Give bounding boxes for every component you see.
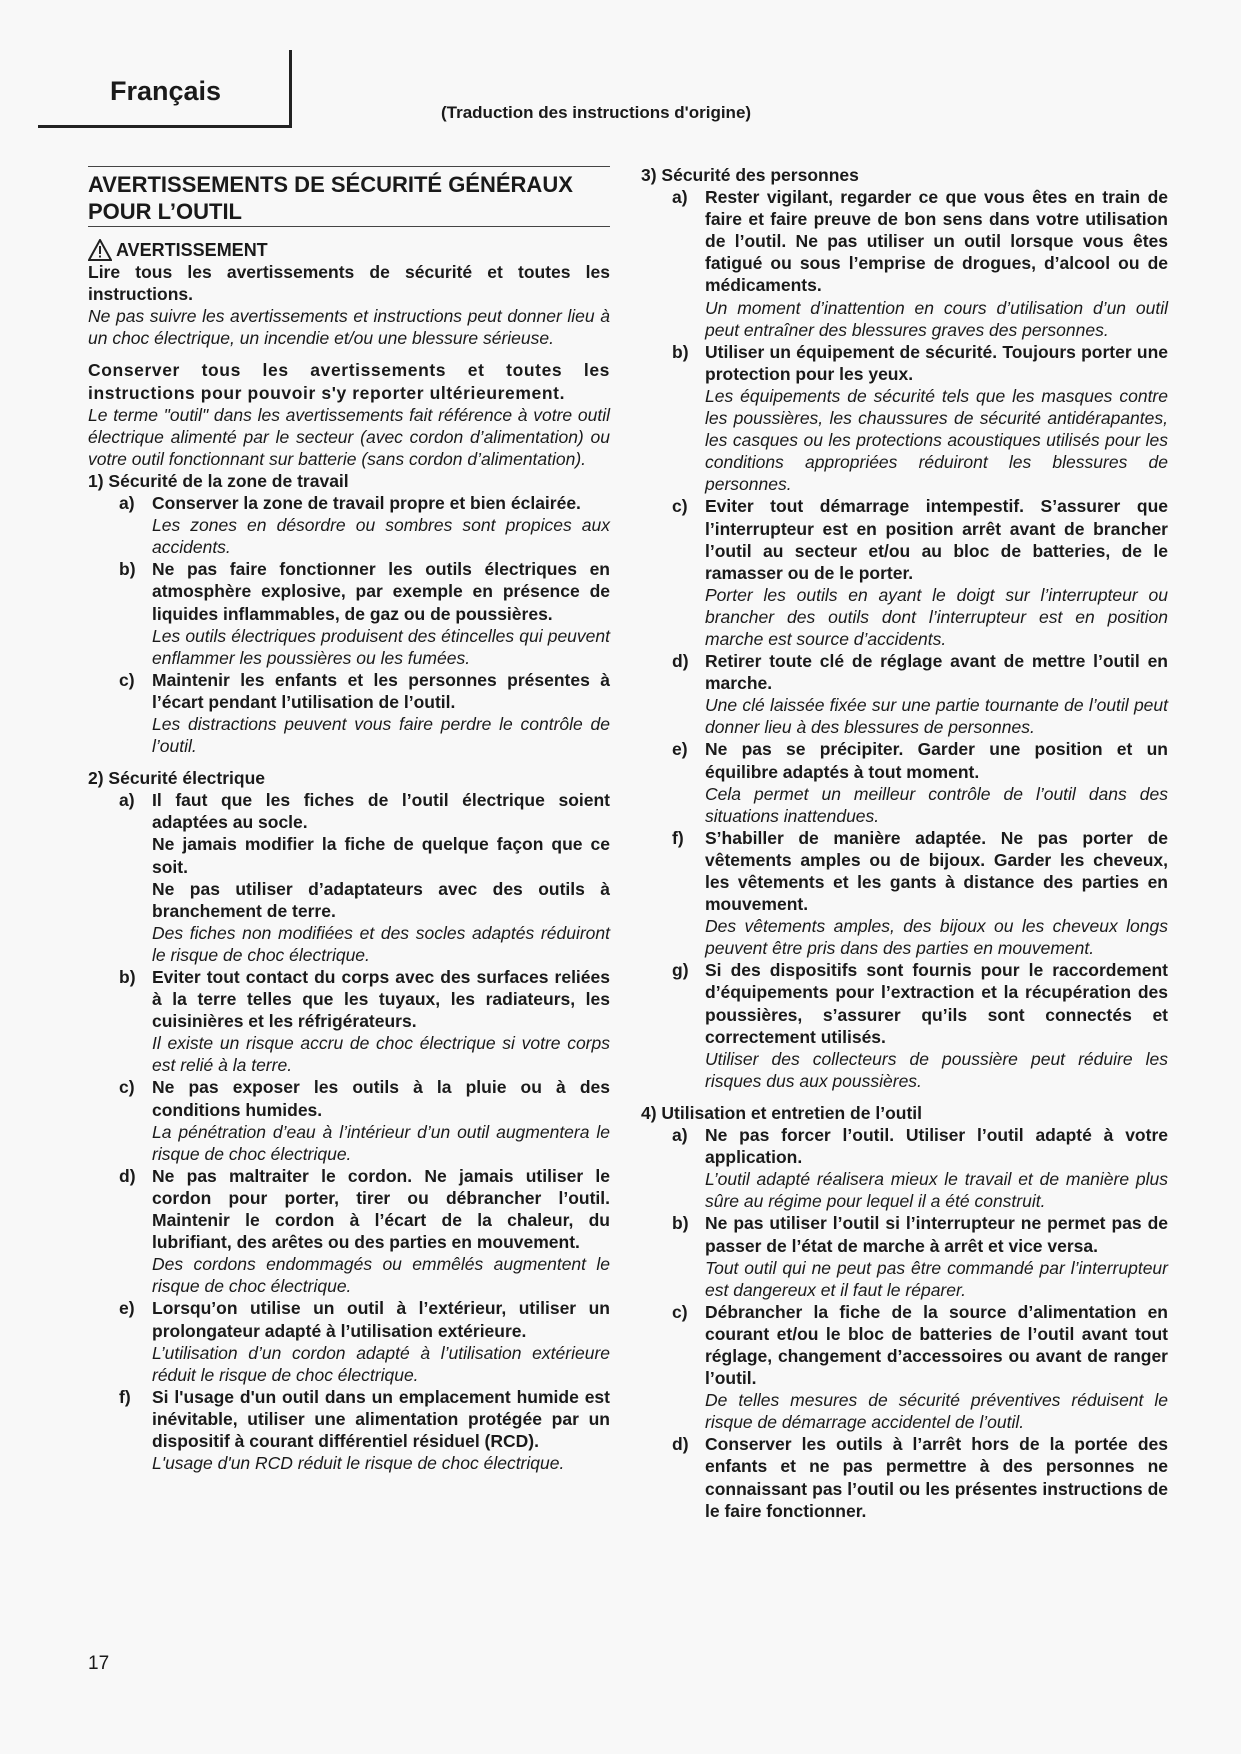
warning-heading	[88, 239, 610, 261]
list-item-note: Des vêtements amples, des bijoux ou les cheveux longs peuvent être pris dans des parties en mouvement.	[705, 916, 1168, 959]
list-item: c) Eviter tout démarrage intempestif. S’assurer que l’interrupteur est en position arrêt avant de brancher l’outil au secteur et/ou au bloc de batteries, de le ramasser ou de le porter.	[672, 496, 1168, 583]
list-item: g) Si des dispositifs sont fournis pour le raccordement d’équipements pour l’extraction et la récupération des poussières, s’assurer qu’ils sont connectés et correctement utilisés.	[672, 960, 1168, 1047]
list-item-note: Il existe un risque accru de choc électrique si votre corps est relié à la terre.	[152, 1033, 610, 1076]
list-item-note: Une clé laissée fixée sur une partie tournante de l’outil peut donner lieu à des blessures de personnes.	[705, 695, 1168, 738]
list-item: a) Conserver la zone de travail propre et bien éclairée.	[119, 493, 581, 514]
left-column	[88, 166, 610, 1474]
section-title-line1: AVERTISSEMENTS DE SÉCURITÉ GÉNÉRAUX	[88, 172, 573, 197]
list-item-note: De telles mesures de sécurité préventives réduisent le risque de démarrage accidentel de l’outil.	[705, 1390, 1168, 1433]
page-number: 17	[88, 1653, 110, 1674]
list-item-note: L’utilisation d’un cordon adapté à l’utilisation extérieure réduit le risque de choc électrique.	[152, 1342, 610, 1385]
list-item: e) Ne pas se précipiter. Garder une position et un équilibre adaptés à tout moment.	[672, 739, 1168, 782]
list-item: a) Il faut que les fiches de l’outil électrique soient adaptées au socle.	[119, 790, 610, 833]
list-item-note: Un moment d’inattention en cours d’utilisation d’un outil peut entraîner des blessures graves des personnes.	[705, 297, 1168, 340]
list-item: b) Ne pas utiliser l’outil si l’interrupteur ne permet pas de passer de l’état de marche à arrêt et vice versa.	[672, 1213, 1168, 1256]
list-item: b) Utiliser un équipement de sécurité. Toujours porter une protection pour les yeux.	[672, 341, 1168, 384]
list-item-note: Porter les outils en ayant le doigt sur l’interrupteur ou brancher des outils dont l’interrupteur est en position marche est source d’accidents.	[705, 584, 1168, 649]
list-item-extra: Ne pas utiliser d’adaptateurs avec des outils à branchement de terre.	[152, 878, 610, 921]
section-2-heading: 2) Sécurité électrique	[88, 768, 266, 789]
list-item: b) Eviter tout contact du corps avec des surfaces reliées à la terre telles que les tuyaux, les radiateurs, les cuisinières et les réfrigérateurs.	[119, 967, 610, 1032]
list-item-note: Les zones en désordre ou sombres sont propices aux accidents.	[152, 515, 610, 558]
list-item-note: Les distractions peuvent vous faire perdre le contrôle de l’outil.	[152, 713, 610, 757]
warning-triangle-icon	[88, 239, 112, 261]
section-1-heading: 1) Sécurité de la zone de travail	[88, 470, 349, 491]
list-item-note: Utiliser des collecteurs de poussière peut réduire les risques dus aux poussières.	[705, 1048, 1168, 1091]
keep-italic: Le terme "outil" dans les avertissements fait référence à votre outil électrique alimenté par le secteur (avec cordon d’alimentation) ou votre outil fonctionnant sur batterie (sans cordon d’alimentation).	[88, 404, 610, 469]
section-title	[88, 166, 610, 227]
list-item-note: Tout outil qui ne peut pas être commandé par l’interrupteur est dangereux et il faut le réparer.	[705, 1257, 1168, 1300]
list-item-note: Les équipements de sécurité tels que les masques contre les poussières, les chaussures de sécurité antidérapantes, les casques ou les protections acoustiques utilisés pour les conditions appropriées réduiront les blessures de personnes.	[705, 385, 1168, 495]
language-label: Français	[110, 76, 222, 106]
list-item-note: L’outil adapté réalisera mieux le travail et de manière plus sûre au régime pour lequel il a été construit.	[705, 1169, 1168, 1212]
list-item-note: La pénétration d’eau à l’intérieur d’un outil augmentera le risque de choc électrique.	[152, 1121, 610, 1164]
warning-label: AVERTISSEMENT	[116, 240, 268, 260]
list-item: d) Ne pas maltraiter le cordon. Ne jamais utiliser le cordon pour porter, tirer ou débrancher l’outil. Maintenir le cordon à l’écart de la chaleur, du lubrifiant, des arêtes ou des parties en mouvement.	[119, 1165, 610, 1253]
list-item: f) S’habiller de manière adaptée. Ne pas porter de vêtements amples ou de bijoux. Garder les cheveux, les vêtements et les gants à distance des parties en mouvement.	[672, 827, 1168, 915]
list-item-note: Les outils électriques produisent des étincelles qui peuvent enflammer les poussières ou les fumées.	[152, 625, 610, 668]
section-title-line2: POUR L’OUTIL	[88, 199, 242, 224]
list-item: a) Rester vigilant, regarder ce que vous êtes en train de faire et faire preuve de bon sens dans votre utilisation de l’outil. Ne pas utiliser un outil lorsque vous êtes fatigué ou sous l’emprise de drogues, d’alcool ou de médicaments.	[672, 187, 1168, 296]
list-item: f) Si l'usage d'un outil dans un emplacement humide est inévitable, utiliser une alimentation protégée par un dispositif à courant différentiel résiduel (RCD).	[119, 1386, 610, 1451]
list-item-extra: Ne jamais modifier la fiche de quelque façon que ce soit.	[152, 834, 610, 877]
list-item-note: Cela permet un meilleur contrôle de l’outil dans des situations inattendues.	[705, 783, 1168, 826]
list-item: d) Conserver les outils à l’arrêt hors de la portée des enfants et ne pas permettre à des personnes ne connaissant pas l’outil ou les présentes instructions de le faire fonctionner.	[672, 1434, 1168, 1521]
keep-bold: Conserver tous les avertissements et toutes les instructions pour pouvoir s'y reporter ultérieurement.	[88, 360, 610, 403]
section-4-heading: 4) Utilisation et entretien de l’outil	[641, 1102, 922, 1123]
list-item: b) Ne pas faire fonctionner les outils électriques en atmosphère explosive, par exemple en présence de liquides inflammables, de gaz ou de poussières.	[119, 559, 610, 624]
translation-subtitle: (Traduction des instructions d'origine)	[441, 103, 752, 122]
list-item-note: Des fiches non modifiées et des socles adaptés réduiront le risque de choc électrique.	[152, 922, 610, 965]
intro-italic: Ne pas suivre les avertissements et instructions peut donner lieu à un choc électrique, un incendie et/ou une blessure sérieuse.	[88, 306, 610, 349]
list-item: d) Retirer toute clé de réglage avant de mettre l’outil en marche.	[672, 651, 1168, 694]
list-item-note: Des cordons endommagés ou emmêlés augmentent le risque de choc électrique.	[152, 1254, 610, 1297]
list-item: e) Lorsqu’on utilise un outil à l’extérieur, utiliser un prolongateur adapté à l’utilisation extérieure.	[119, 1298, 610, 1341]
list-item: c) Ne pas exposer les outils à la pluie ou à des conditions humides.	[119, 1077, 610, 1120]
intro-bold: Lire tous les avertissements de sécurité et toutes les instructions.	[88, 262, 610, 305]
section-3-heading: 3) Sécurité des personnes	[641, 165, 859, 185]
list-item: c) Maintenir les enfants et les personnes présentes à l’écart pendant l’utilisation de l’outil.	[119, 669, 610, 712]
list-item: a) Ne pas forcer l’outil. Utiliser l’outil adapté à votre application.	[672, 1125, 1168, 1168]
list-item: c) Débrancher la fiche de la source d’alimentation en courant et/ou le bloc de batteries de l’outil avant tout réglage, changement d’accessoires ou avant de ranger l’outil.	[672, 1301, 1168, 1389]
list-item-note: L'usage d'un RCD réduit le risque de choc électrique.	[152, 1453, 565, 1474]
right-column	[641, 164, 1168, 1522]
